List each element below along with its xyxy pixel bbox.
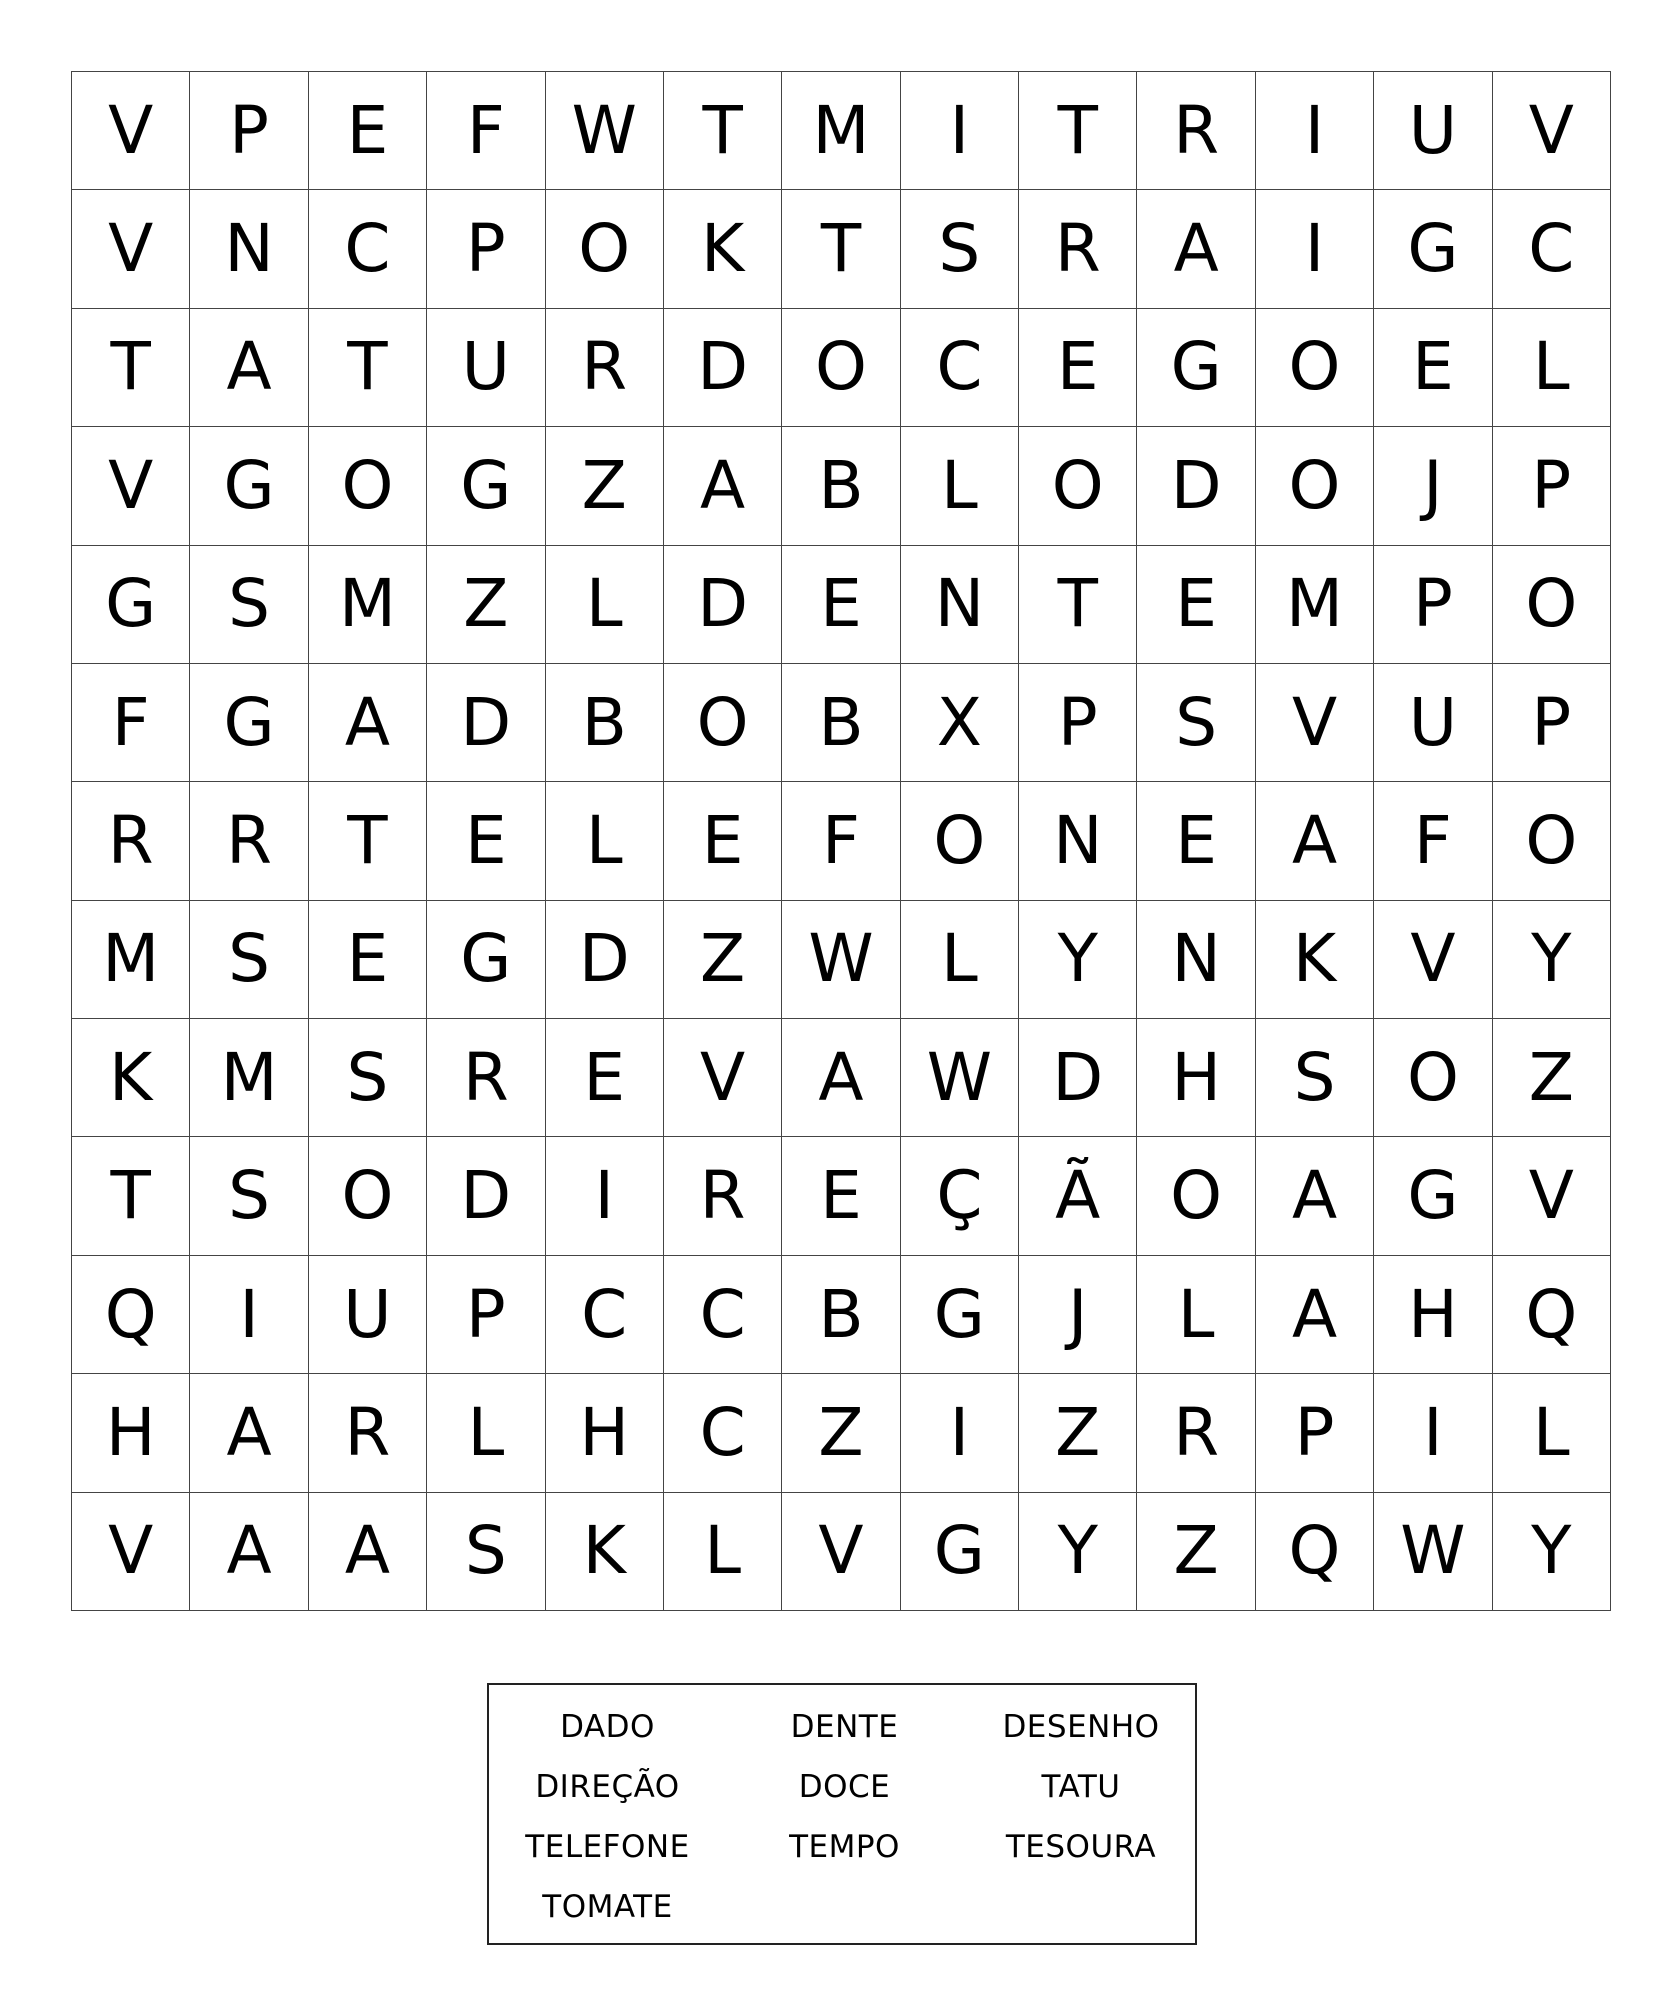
grid-cell[interactable]: Q (1493, 1256, 1611, 1374)
word-bank-item: TELEFONE (525, 1829, 690, 1865)
grid-cell[interactable]: T (664, 72, 782, 190)
grid-cell[interactable]: O (664, 664, 782, 782)
grid-cell[interactable]: I (190, 1256, 308, 1374)
grid-cell[interactable]: Q (1256, 1493, 1374, 1611)
grid-cell[interactable]: W (1374, 1493, 1492, 1611)
grid-cell[interactable]: P (1256, 1374, 1374, 1492)
grid-cell[interactable]: C (664, 1256, 782, 1374)
grid-cell[interactable]: E (1019, 309, 1137, 427)
grid-cell[interactable]: N (901, 546, 1019, 664)
grid-cell[interactable]: T (1019, 546, 1137, 664)
grid-cell[interactable]: M (72, 901, 190, 1019)
grid-cell[interactable]: S (190, 901, 308, 1019)
grid-cell[interactable]: V (1493, 72, 1611, 190)
grid-cell[interactable]: A (782, 1019, 900, 1137)
grid-cell[interactable]: F (427, 72, 545, 190)
grid-cell[interactable]: I (1374, 1374, 1492, 1492)
grid-cell[interactable]: O (901, 782, 1019, 900)
grid-cell[interactable]: A (190, 1374, 308, 1492)
grid-cell[interactable]: D (664, 309, 782, 427)
grid-cell[interactable]: I (901, 72, 1019, 190)
grid-cell[interactable]: D (546, 901, 664, 1019)
grid-cell[interactable]: Z (546, 427, 664, 545)
word-bank-item: DOCE (798, 1769, 891, 1805)
grid-cell[interactable]: K (72, 1019, 190, 1137)
grid-cell[interactable]: S (309, 1019, 427, 1137)
grid-cell[interactable]: E (546, 1019, 664, 1137)
grid-cell[interactable]: G (901, 1256, 1019, 1374)
grid-cell[interactable]: O (309, 1137, 427, 1255)
grid-cell[interactable]: L (664, 1493, 782, 1611)
grid-cell[interactable]: G (1137, 309, 1255, 427)
grid-cell[interactable]: H (1137, 1019, 1255, 1137)
grid-cell[interactable]: M (309, 546, 427, 664)
grid-cell[interactable]: P (190, 72, 308, 190)
grid-cell[interactable]: G (190, 664, 308, 782)
grid-cell[interactable]: P (1493, 664, 1611, 782)
grid-cell[interactable]: E (1137, 782, 1255, 900)
grid-cell[interactable]: C (901, 309, 1019, 427)
grid-cell[interactable]: L (901, 901, 1019, 1019)
grid-cell[interactable]: G (190, 427, 308, 545)
grid-cell[interactable]: V (664, 1019, 782, 1137)
grid-cell[interactable]: L (427, 1374, 545, 1492)
grid-cell[interactable]: A (1256, 782, 1374, 900)
grid-cell[interactable]: G (1374, 1137, 1492, 1255)
grid-cell[interactable]: Z (1019, 1374, 1137, 1492)
grid-cell[interactable]: A (1137, 190, 1255, 308)
grid-cell[interactable]: Z (427, 546, 545, 664)
grid-cell[interactable]: P (427, 1256, 545, 1374)
grid-cell[interactable]: F (782, 782, 900, 900)
grid-cell[interactable]: C (1493, 190, 1611, 308)
grid-cell[interactable]: L (1137, 1256, 1255, 1374)
grid-cell[interactable]: J (1019, 1256, 1137, 1374)
grid-cell[interactable]: P (1374, 546, 1492, 664)
grid-cell[interactable]: T (72, 309, 190, 427)
grid-cell[interactable]: G (901, 1493, 1019, 1611)
grid-cell[interactable]: U (1374, 72, 1492, 190)
grid-cell[interactable]: L (1493, 309, 1611, 427)
grid-cell[interactable]: V (72, 1493, 190, 1611)
grid-cell[interactable]: R (72, 782, 190, 900)
grid-cell[interactable]: O (1137, 1137, 1255, 1255)
grid-cell[interactable]: V (782, 1493, 900, 1611)
grid-cell[interactable]: T (72, 1137, 190, 1255)
grid-cell[interactable]: F (1374, 782, 1492, 900)
grid-cell[interactable]: Y (1493, 1493, 1611, 1611)
grid-cell[interactable]: B (782, 664, 900, 782)
grid-cell[interactable]: O (1256, 427, 1374, 545)
grid-cell[interactable]: R (1137, 72, 1255, 190)
word-bank-item: TATU (1041, 1769, 1121, 1805)
grid-cell[interactable]: K (664, 190, 782, 308)
grid-cell[interactable]: T (309, 782, 427, 900)
grid-cell[interactable]: A (309, 664, 427, 782)
grid-cell[interactable]: T (782, 190, 900, 308)
grid-cell[interactable]: D (1137, 427, 1255, 545)
grid-cell[interactable]: O (1019, 427, 1137, 545)
grid-cell[interactable]: N (190, 190, 308, 308)
grid-cell[interactable]: A (190, 1493, 308, 1611)
grid-cell[interactable]: Z (1137, 1493, 1255, 1611)
grid-cell[interactable]: R (190, 782, 308, 900)
word-bank-item: TEMPO (789, 1829, 900, 1865)
grid-cell[interactable]: D (1019, 1019, 1137, 1137)
grid-cell[interactable]: E (1374, 309, 1492, 427)
grid-cell[interactable]: V (72, 190, 190, 308)
grid-cell[interactable]: V (72, 427, 190, 545)
grid-cell[interactable]: J (1374, 427, 1492, 545)
grid-cell[interactable]: R (1137, 1374, 1255, 1492)
grid-cell[interactable]: O (1493, 546, 1611, 664)
grid-cell[interactable]: O (1256, 309, 1374, 427)
grid-cell[interactable]: C (309, 190, 427, 308)
grid-cell[interactable]: V (72, 72, 190, 190)
word-bank-item: DESENHO (1002, 1709, 1160, 1745)
grid-cell[interactable]: X (901, 664, 1019, 782)
grid-cell[interactable]: Ã (1019, 1137, 1137, 1255)
grid-cell[interactable]: S (1256, 1019, 1374, 1137)
grid-cell[interactable]: I (546, 1137, 664, 1255)
grid-cell[interactable]: E (1137, 546, 1255, 664)
grid-cell[interactable]: W (546, 72, 664, 190)
grid-cell[interactable]: Y (1019, 901, 1137, 1019)
grid-cell[interactable]: O (309, 427, 427, 545)
grid-cell[interactable]: H (546, 1374, 664, 1492)
grid-cell[interactable]: V (1256, 664, 1374, 782)
grid-cell[interactable]: S (190, 546, 308, 664)
grid-cell[interactable]: R (546, 309, 664, 427)
grid-cell[interactable]: O (546, 190, 664, 308)
grid-cell[interactable]: F (72, 664, 190, 782)
grid-cell[interactable]: O (782, 309, 900, 427)
grid-cell[interactable]: R (427, 1019, 545, 1137)
letter-grid (71, 71, 1611, 1611)
grid-cell[interactable]: D (427, 1137, 545, 1255)
grid-cell[interactable]: S (1137, 664, 1255, 782)
grid-cell[interactable]: A (1256, 1137, 1374, 1255)
grid-cell[interactable]: L (546, 782, 664, 900)
grid-cell[interactable]: D (664, 546, 782, 664)
grid-cell[interactable]: T (1019, 72, 1137, 190)
grid-cell[interactable]: V (1374, 901, 1492, 1019)
grid-cell[interactable]: P (1493, 427, 1611, 545)
grid-cell[interactable]: A (664, 427, 782, 545)
grid-cell[interactable]: G (1374, 190, 1492, 308)
grid-cell[interactable]: U (427, 309, 545, 427)
grid-cell[interactable]: K (546, 1493, 664, 1611)
grid-cell[interactable]: H (72, 1374, 190, 1492)
word-bank-item: DADO (560, 1709, 655, 1745)
grid-cell[interactable]: B (782, 427, 900, 545)
grid-cell[interactable]: D (427, 664, 545, 782)
grid-cell[interactable]: Q (72, 1256, 190, 1374)
grid-cell[interactable]: I (1256, 72, 1374, 190)
grid-cell[interactable]: A (190, 309, 308, 427)
grid-cell[interactable]: I (1256, 190, 1374, 308)
grid-cell[interactable]: Z (1493, 1019, 1611, 1137)
grid-cell[interactable]: R (664, 1137, 782, 1255)
grid-cell[interactable]: P (1019, 664, 1137, 782)
grid-cell[interactable]: E (782, 546, 900, 664)
grid-cell[interactable]: K (1256, 901, 1374, 1019)
grid-cell[interactable]: A (1256, 1256, 1374, 1374)
grid-cell[interactable]: T (309, 309, 427, 427)
grid-cell[interactable]: I (901, 1374, 1019, 1492)
grid-cell[interactable]: Y (1019, 1493, 1137, 1611)
grid-cell[interactable]: E (427, 782, 545, 900)
grid-cell[interactable]: W (901, 1019, 1019, 1137)
grid-cell[interactable]: N (1019, 782, 1137, 900)
grid-cell[interactable]: Y (1493, 901, 1611, 1019)
grid-cell[interactable]: Z (782, 1374, 900, 1492)
word-bank (487, 1683, 1197, 1945)
grid-cell[interactable]: Ç (901, 1137, 1019, 1255)
grid-cell[interactable]: G (427, 901, 545, 1019)
grid-cell[interactable]: P (427, 190, 545, 308)
grid-cell[interactable]: E (309, 901, 427, 1019)
grid-cell[interactable]: Z (664, 901, 782, 1019)
grid-cell[interactable]: L (546, 546, 664, 664)
grid-cell[interactable]: M (190, 1019, 308, 1137)
word-bank-item: TESOURA (1005, 1829, 1157, 1865)
grid-cell[interactable]: A (309, 1493, 427, 1611)
grid-cell[interactable]: S (190, 1137, 308, 1255)
grid-cell[interactable]: W (782, 901, 900, 1019)
grid-cell[interactable]: S (901, 190, 1019, 308)
grid-cell[interactable]: S (427, 1493, 545, 1611)
grid-cell[interactable]: B (546, 664, 664, 782)
grid-cell[interactable]: E (782, 1137, 900, 1255)
grid-cell[interactable]: L (901, 427, 1019, 545)
grid-cell[interactable]: C (664, 1374, 782, 1492)
grid-cell[interactable]: E (664, 782, 782, 900)
grid-cell[interactable]: G (427, 427, 545, 545)
grid-cell[interactable]: M (782, 72, 900, 190)
grid-cell[interactable]: V (1493, 1137, 1611, 1255)
grid-cell[interactable]: R (309, 1374, 427, 1492)
word-bank-item: DIREÇÃO (535, 1769, 680, 1805)
word-bank-item: TOMATE (542, 1889, 673, 1925)
grid-cell[interactable]: U (1374, 664, 1492, 782)
grid-cell[interactable]: O (1374, 1019, 1492, 1137)
grid-cell[interactable]: U (309, 1256, 427, 1374)
grid-cell[interactable]: C (546, 1256, 664, 1374)
grid-cell[interactable]: N (1137, 901, 1255, 1019)
grid-cell[interactable]: E (309, 72, 427, 190)
grid-cell[interactable]: L (1493, 1374, 1611, 1492)
grid-cell[interactable]: H (1374, 1256, 1492, 1374)
word-bank-item: DENTE (790, 1709, 899, 1745)
grid-cell[interactable]: M (1256, 546, 1374, 664)
grid-cell[interactable]: G (72, 546, 190, 664)
grid-cell[interactable]: R (1019, 190, 1137, 308)
grid-cell[interactable]: O (1493, 782, 1611, 900)
grid-cell[interactable]: B (782, 1256, 900, 1374)
